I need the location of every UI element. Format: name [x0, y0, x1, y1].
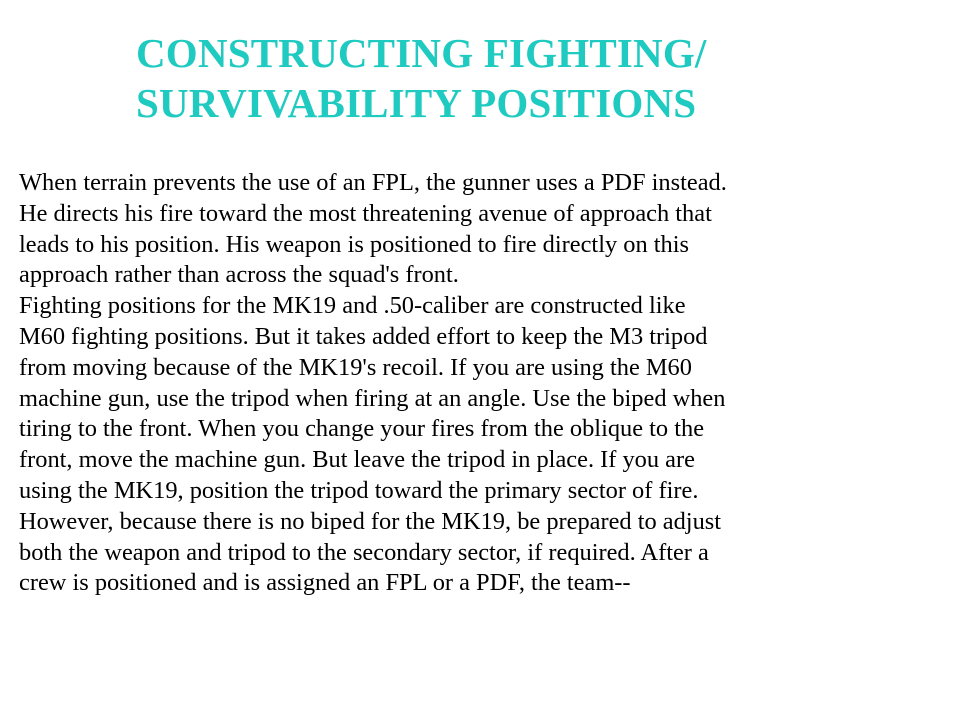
body-line: using the MK19, position the tripod toward the primary sector of fire.: [19, 476, 699, 504]
body-line: When terrain prevents the use of an FPL, the gunner uses a PDF instead.: [19, 169, 727, 196]
body-line: both the weapon and tripod to the secondary sector, if required. After a: [19, 538, 709, 566]
body-line: He directs his fire toward the most threatening avenue of approach that: [19, 199, 712, 227]
body-line: tiring to the front. When you change your fires from the oblique to the: [19, 415, 705, 443]
body-line: leads to his position. His weapon is positioned to fire directly on this: [19, 230, 689, 258]
slide-title: [136, 28, 936, 128]
slide-title-line-1: CONSTRUCTING FIGHTING/: [136, 30, 707, 76]
body-line: front, move the machine gun. But leave the tripod in place. If you are: [19, 446, 695, 474]
body-line: Fighting positions for the MK19 and .50-caliber are constructed like: [19, 292, 686, 320]
body-line: M60 fighting positions. But it takes added effort to keep the M3 tripod: [19, 322, 708, 350]
slide-body-text: [19, 168, 954, 599]
body-line: approach rather than across the squad's front.: [19, 261, 459, 289]
body-line: from moving because of the MK19's recoil. If you are using the M60: [19, 353, 692, 381]
body-line: machine gun, use the tripod when firing at an angle. Use the biped when: [19, 384, 726, 412]
body-line: However, because there is no biped for the MK19, be prepared to adjust: [19, 507, 722, 535]
body-line: crew is positioned and is assigned an FPL or a PDF, the team--: [19, 569, 631, 597]
slide-title-line-2: SURVIVABILITY POSITIONS: [136, 80, 697, 126]
